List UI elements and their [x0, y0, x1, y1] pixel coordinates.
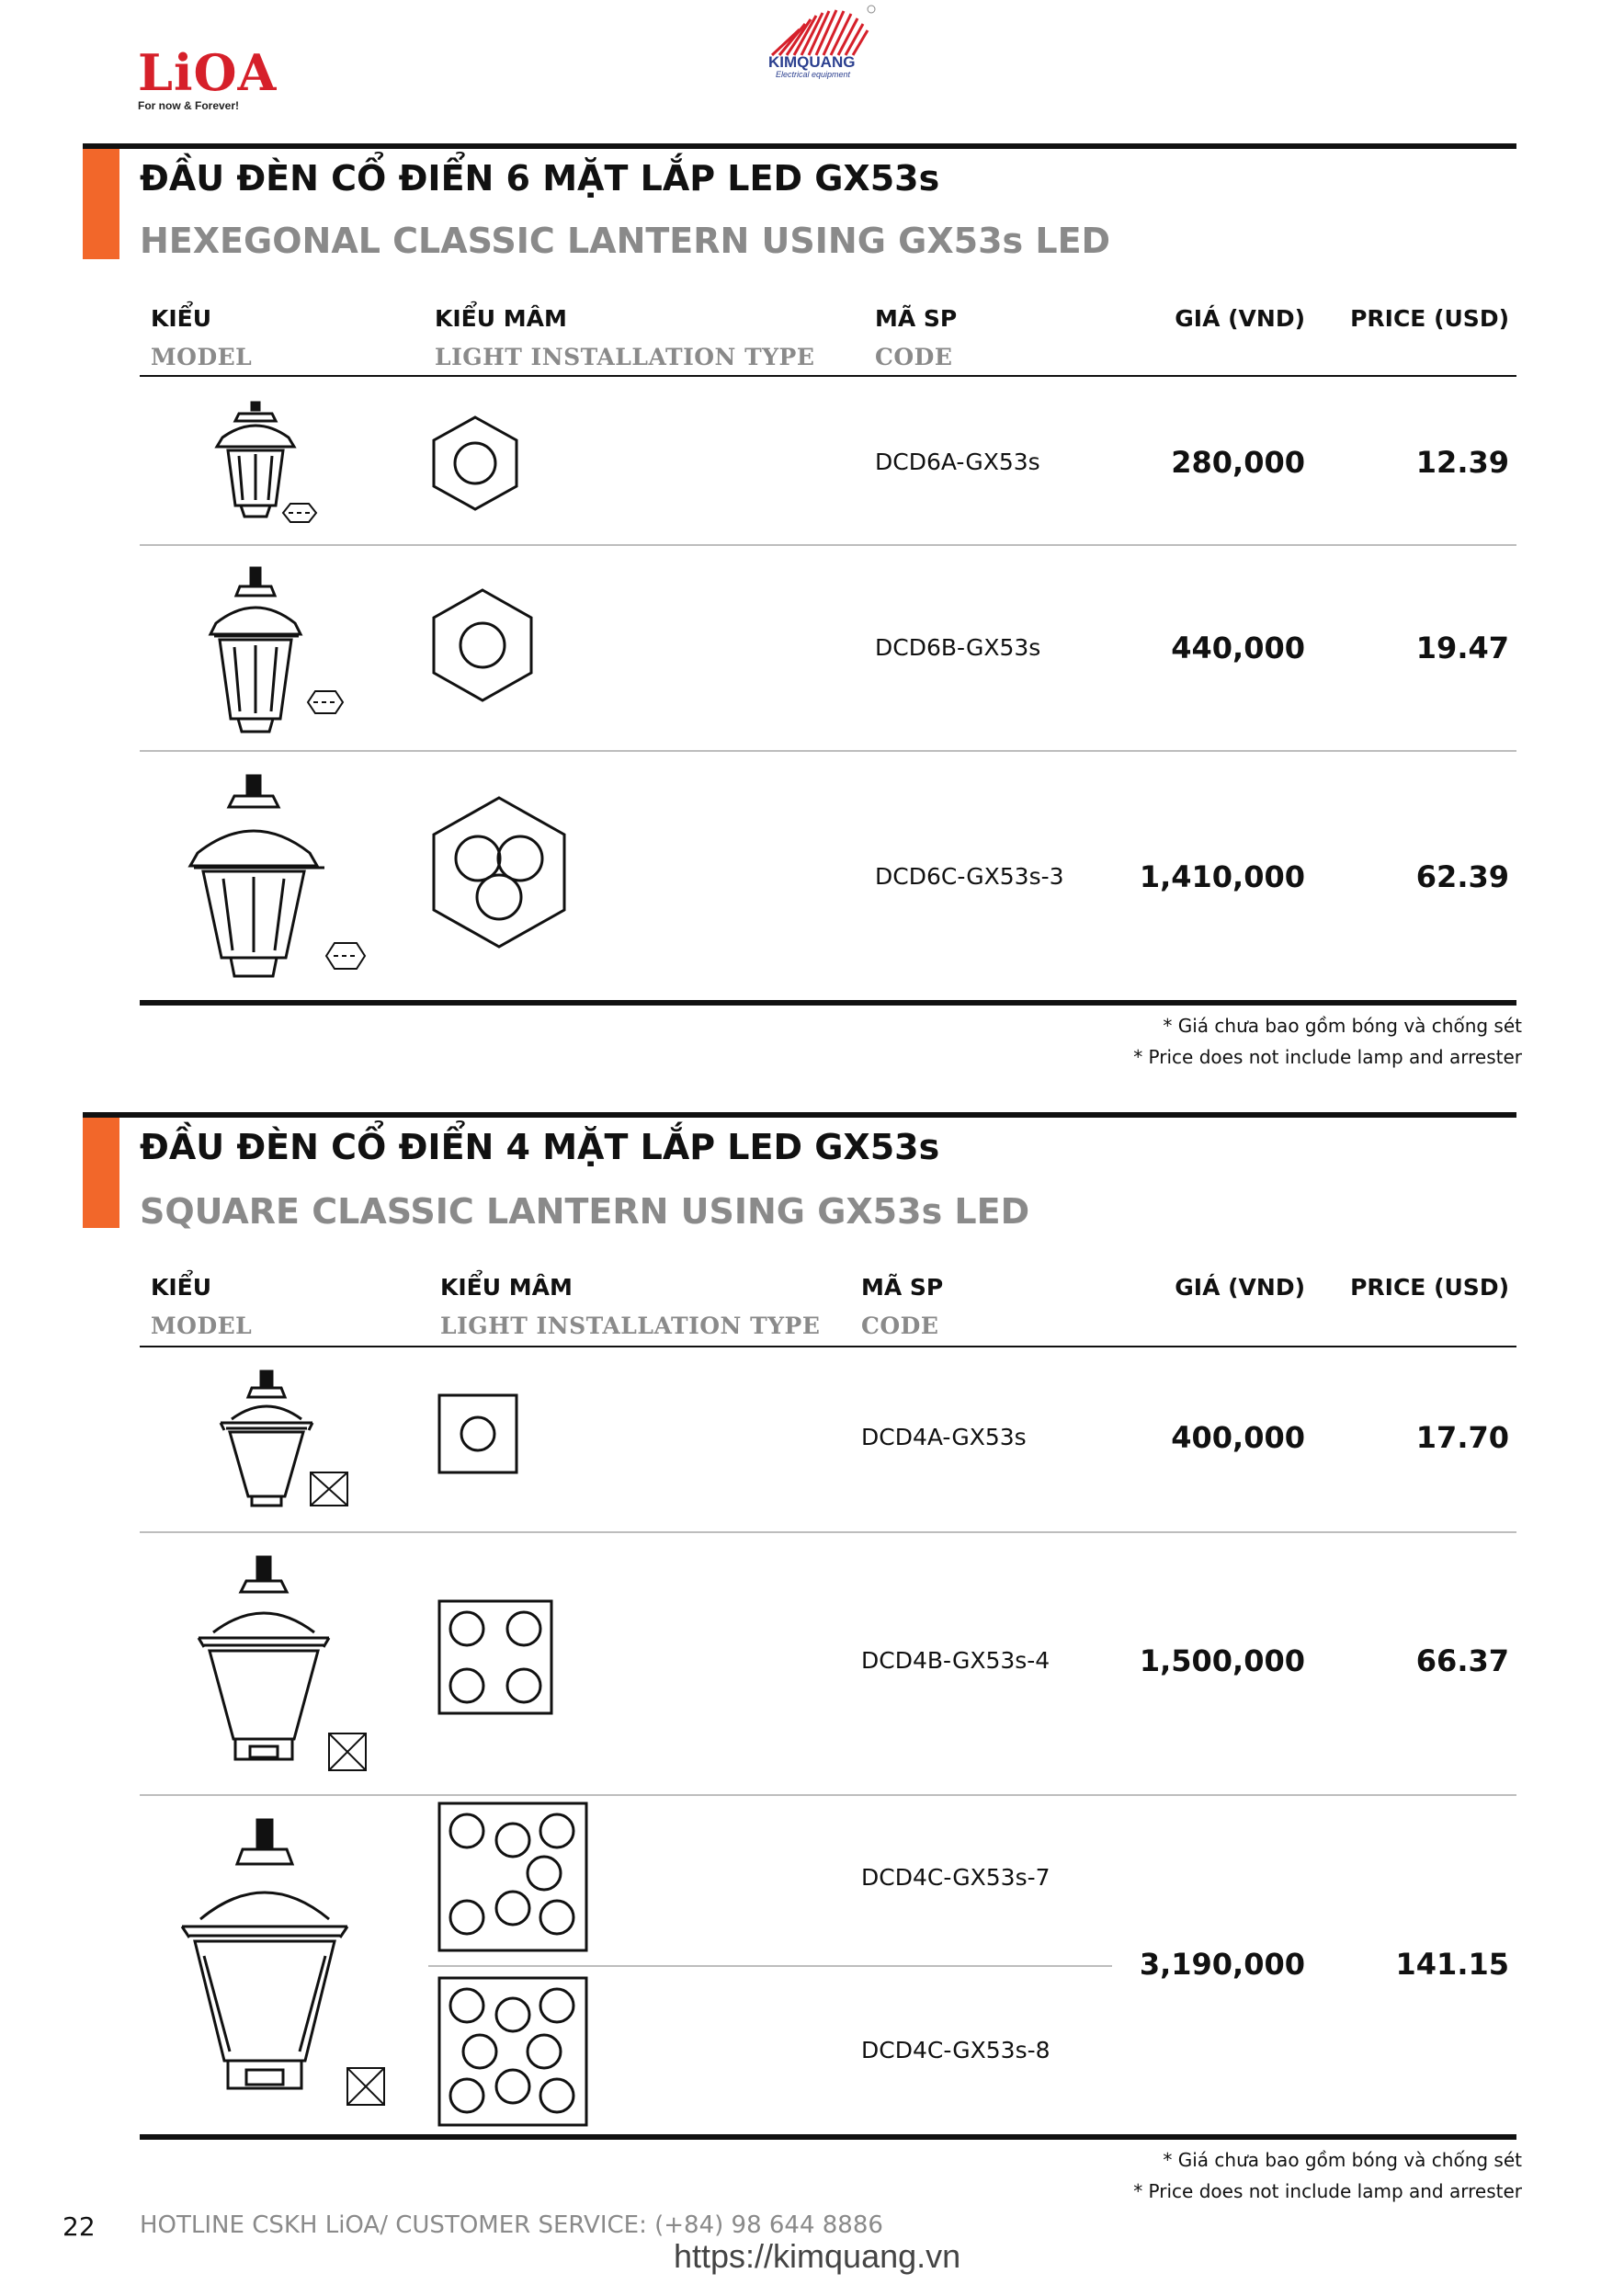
- price-usd-shared: 141.15: [1395, 1947, 1509, 1982]
- kimquang-sunburst-icon: [763, 2, 882, 57]
- hexagon-3-lamp-icon: [432, 796, 566, 949]
- lantern-square-large-image: [176, 1816, 397, 2110]
- section-accent-bar: [83, 1112, 119, 1228]
- row-divider: [140, 750, 1516, 752]
- product-code: DCD6B-GX53s: [875, 634, 1041, 661]
- product-code: DCD4A-GX53s: [861, 1424, 1027, 1450]
- footnote-vi: * Giá chưa bao gồm bóng và chống sét: [1163, 1015, 1522, 1037]
- footnote-en: * Price does not include lamp and arrester: [1133, 2180, 1522, 2202]
- col-header-price-vnd: GIÁ (VND): [1175, 1274, 1305, 1301]
- product-code: DCD4C-GX53s-7: [861, 1864, 1050, 1891]
- lioa-brand-name: LiOA: [138, 43, 278, 102]
- price-vnd: 400,000: [1171, 1420, 1305, 1455]
- website-link[interactable]: https://kimquang.vn: [674, 2237, 961, 2275]
- col-header-install-en: LIGHT INSTALLATION TYPE: [435, 344, 815, 370]
- lantern-hex-small-image: [202, 397, 358, 526]
- col-header-model-vi: KIỂU: [151, 1274, 212, 1301]
- table-header-rule: [140, 375, 1516, 377]
- section-title-en: HEXEGONAL CLASSIC LANTERN USING GX53s LED: [140, 221, 1111, 261]
- price-usd: 19.47: [1415, 631, 1509, 665]
- price-vnd: 280,000: [1171, 445, 1305, 480]
- square-7-lamp-icon: [437, 1802, 588, 1952]
- table-bottom-rule: [140, 2134, 1516, 2140]
- price-usd: 12.39: [1415, 445, 1509, 480]
- col-header-price-usd: PRICE (USD): [1350, 1274, 1509, 1301]
- section-top-rule: [83, 1112, 1516, 1118]
- footnote-en: * Price does not include lamp and arrester: [1133, 1046, 1522, 1068]
- col-header-model-en: MODEL: [151, 1313, 253, 1339]
- lantern-square-medium-image: [193, 1553, 377, 1774]
- section-title-vi: ĐẦU ĐÈN CỔ ĐIỂN 4 MẶT LẮP LED GX53s: [140, 1127, 940, 1167]
- price-usd: 17.70: [1415, 1420, 1509, 1455]
- col-header-code-vi: MÃ SP: [861, 1274, 944, 1301]
- col-header-model-en: MODEL: [151, 344, 253, 370]
- table-header-rule: [140, 1346, 1516, 1347]
- lioa-tagline: For now & Forever!: [138, 99, 240, 112]
- square-4-lamp-icon: [437, 1599, 553, 1715]
- price-vnd: 440,000: [1171, 631, 1305, 665]
- hexagon-1-lamp-icon: [432, 588, 533, 702]
- lioa-logo: [138, 43, 285, 114]
- lantern-hex-medium-image: [198, 564, 363, 735]
- page-number: 22: [62, 2211, 96, 2242]
- col-header-code-vi: MÃ SP: [875, 305, 958, 332]
- section-top-rule: [83, 143, 1516, 149]
- product-code: DCD6A-GX53s: [875, 449, 1040, 475]
- kimquang-tagline: Electrical equipment: [776, 70, 851, 79]
- col-header-install-vi: KIỂU MÂM: [440, 1274, 573, 1301]
- col-header-install-vi: KIỂU MÂM: [435, 305, 567, 332]
- sub-row-divider: [428, 1965, 1112, 1967]
- section-title-vi: ĐẦU ĐÈN CỔ ĐIỂN 6 MẶT LẮP LED GX53s: [140, 158, 940, 199]
- kimquang-brand-name: KIMQUANG: [768, 53, 856, 71]
- price-usd: 66.37: [1415, 1643, 1509, 1678]
- row-divider: [140, 1794, 1516, 1796]
- price-usd: 62.39: [1415, 859, 1509, 894]
- product-code: DCD4B-GX53s-4: [861, 1647, 1050, 1674]
- hotline-text: HOTLINE CSKH LiOA/ CUSTOMER SERVICE: (+84) 98 644 8886: [140, 2211, 883, 2239]
- lantern-hex-large-image: [188, 772, 381, 983]
- product-code: DCD4C-GX53s-8: [861, 2037, 1050, 2063]
- table-bottom-rule: [140, 1000, 1516, 1006]
- section-title-en: SQUARE CLASSIC LANTERN USING GX53s LED: [140, 1191, 1030, 1232]
- hexagon-1-lamp-icon: [432, 415, 518, 511]
- footnote-vi: * Giá chưa bao gồm bóng và chống sét: [1163, 2149, 1522, 2171]
- col-header-install-en: LIGHT INSTALLATION TYPE: [440, 1313, 821, 1339]
- price-vnd: 1,500,000: [1139, 1643, 1305, 1678]
- kimquang-logo: [763, 2, 882, 81]
- col-header-code-en: CODE: [861, 1313, 939, 1339]
- col-header-model-vi: KIỂU: [151, 305, 212, 332]
- col-header-price-vnd: GIÁ (VND): [1175, 305, 1305, 332]
- section-accent-bar: [83, 143, 119, 259]
- col-header-code-en: CODE: [875, 344, 953, 370]
- price-vnd-shared: 3,190,000: [1139, 1947, 1305, 1982]
- col-header-price-usd: PRICE (USD): [1350, 305, 1509, 332]
- product-code: DCD6C-GX53s-3: [875, 863, 1064, 890]
- row-divider: [140, 544, 1516, 546]
- lantern-square-small-image: [213, 1368, 360, 1511]
- price-vnd: 1,410,000: [1139, 859, 1305, 894]
- row-divider: [140, 1531, 1516, 1533]
- square-1-lamp-icon: [437, 1393, 518, 1474]
- square-8-lamp-icon: [437, 1976, 588, 2127]
